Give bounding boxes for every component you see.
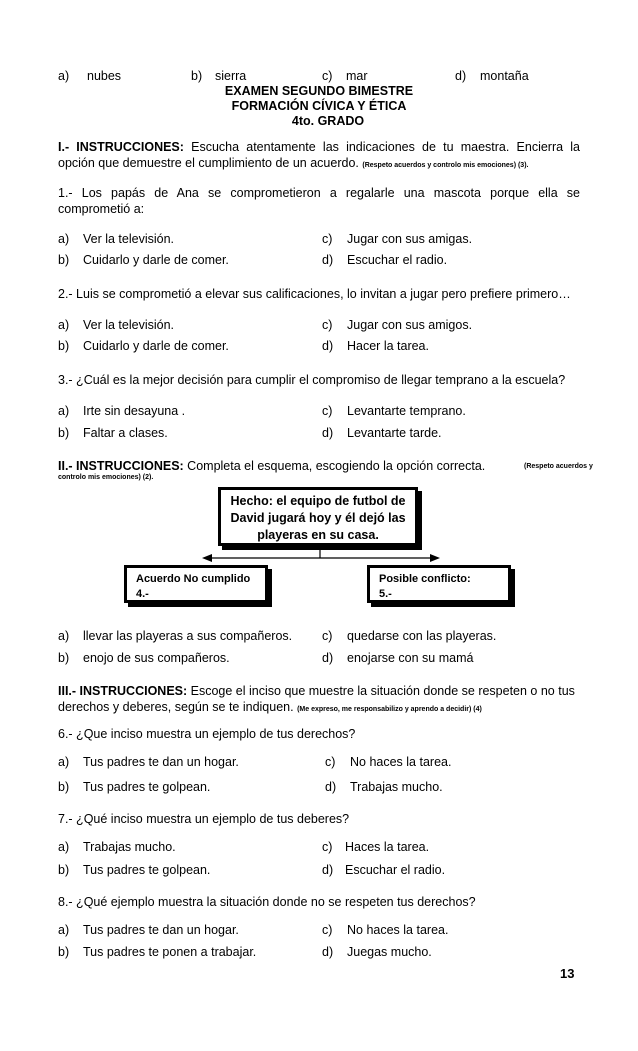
q6-line1: 6.- ¿Que inciso muestra un ejemplo de tus derechos? (58, 727, 356, 741)
conflicto-label: Posible conflicto: (379, 573, 471, 585)
q1-b-letter: b) (58, 253, 70, 267)
q7-line1: 7.- ¿Qué inciso muestra un ejemplo de tus deberes? (58, 812, 350, 826)
q1-b-text: Cuidarlo y darle de comer. (83, 253, 229, 267)
q8-b-text: Tus padres te ponen a trabajar. (83, 945, 257, 959)
q6-a-letter: a) (58, 755, 70, 769)
q3-c-text: Levantarte temprano. (347, 404, 466, 418)
q3-d-letter: d) (322, 426, 334, 440)
q45-d-letter: d) (322, 651, 334, 665)
q3-c-letter: c) (322, 404, 333, 418)
q8-c-text: No haces la tarea. (347, 923, 449, 937)
top-option-text-d: montaña (480, 69, 529, 83)
q2-b-letter: b) (58, 339, 70, 353)
q2-a-letter: a) (58, 318, 70, 332)
section3-text: Escoge el inciso que muestre la situación donde se respeten o no tus (187, 684, 575, 698)
q1-line2: comprometió a: (58, 202, 145, 216)
answer-4-label: 4.- (136, 588, 149, 600)
acuerdo-no-cumplido-box (124, 565, 268, 603)
hecho-line1: Hecho: el equipo de futbol de (230, 494, 406, 508)
q2-line1: 2.- Luis se comprometió a elevar sus calificaciones, lo invitan a jugar pero prefiere primero… (58, 287, 571, 301)
top-option-letter-d: d) (455, 69, 467, 83)
q6-b-text: Tus padres te golpean. (83, 780, 211, 794)
page-number: 13 (560, 966, 575, 981)
q45-a-letter: a) (58, 629, 70, 643)
hecho-box (218, 487, 418, 546)
q1-a-letter: a) (58, 232, 70, 246)
q2-b-text: Cuidarlo y darle de comer. (83, 339, 229, 353)
q7-d-text: Escuchar el radio. (345, 863, 446, 877)
q3-a-text: Irte sin desayuna . (83, 404, 186, 418)
q1-c-text: Jugar con sus amigas. (347, 232, 473, 246)
section1-note: (Respeto acuerdos y controlo mis emociones) (3). (362, 162, 529, 169)
q45-b-letter: b) (58, 651, 70, 665)
q6-d-letter: d) (325, 780, 337, 794)
q1-line1: 1.- Los papás de Ana se comprometieron a regalarle una mascota porque ella se (58, 186, 580, 200)
q6-b-letter: b) (58, 780, 70, 794)
q45-d-text: enojarse con su mamá (347, 651, 474, 665)
q8-c-letter: c) (322, 923, 333, 937)
top-option-letter-b: b) (191, 69, 203, 83)
q6-d-text: Trabajas mucho. (350, 780, 443, 794)
section1-text: Escucha atentamente las indicaciones de tu maestra. Encierra la (183, 140, 580, 154)
q2-c-letter: c) (322, 318, 333, 332)
q1-a-text: Ver la televisión. (83, 232, 175, 246)
q6-c-text: No haces la tarea. (350, 755, 452, 769)
acuerdo-label: Acuerdo No cumplido (136, 573, 251, 585)
q45-c-text: quedarse con las playeras. (347, 629, 497, 643)
q3-a-letter: a) (58, 404, 70, 418)
q3-line1: 3.- ¿Cuál es la mejor decisión para cumplir el compromiso de llegar temprano a la escuela? (58, 373, 566, 387)
section2-note2: controlo mis emociones) (2). (58, 474, 154, 481)
section2-note1: (Respeto acuerdos y (524, 463, 593, 470)
section3-note: (Me expreso, me responsabilizo y aprendo a decidir) (4) (297, 706, 482, 713)
q3-b-text: Faltar a clases. (83, 426, 168, 440)
posible-conflicto-box (367, 565, 511, 603)
top-option-letter-c: c) (322, 69, 333, 83)
top-option-text-b: sierra (215, 69, 247, 83)
q2-a-text: Ver la televisión. (83, 318, 175, 332)
q7-a-letter: a) (58, 840, 70, 854)
q8-a-letter: a) (58, 923, 70, 937)
q6-a-text: Tus padres te dan un hogar. (83, 755, 239, 769)
q3-d-text: Levantarte tarde. (347, 426, 442, 440)
section3-line1 (58, 684, 575, 698)
q45-a-text: llevar las playeras a sus compañeros. (83, 629, 293, 643)
q1-d-letter: d) (322, 253, 334, 267)
grade-title: 4to. GRADO (291, 114, 365, 128)
q6-c-letter: c) (325, 755, 336, 769)
q1-c-letter: c) (322, 232, 333, 246)
answer-5-label: 5.- (379, 588, 392, 600)
q7-b-letter: b) (58, 863, 70, 877)
q8-d-text: Juegas mucho. (347, 945, 432, 959)
top-option-text-c: mar (346, 69, 368, 83)
section2-text: Completa el esquema, escogiendo la opción correcta. (183, 459, 486, 473)
q8-b-letter: b) (58, 945, 70, 959)
hecho-line2: David jugará hoy y él dejó las (230, 511, 406, 525)
q45-b-text: enojo de sus compañeros. (83, 651, 230, 665)
top-option-text-a: nubes (87, 69, 122, 83)
q7-a-text: Trabajas mucho. (83, 840, 176, 854)
q7-d-letter: d) (322, 863, 334, 877)
section2-label: II.- INSTRUCCIONES: (58, 459, 184, 473)
top-option-letter-a: a) (58, 69, 70, 83)
hecho-line3: playeras en su casa. (257, 528, 379, 542)
q8-line1: 8.- ¿Qué ejemplo muestra la situación donde no se respeten tus derechos? (58, 895, 476, 909)
q8-a-text: Tus padres te dan un hogar. (83, 923, 239, 937)
subject-title: FORMACIÓN CÍVICA Y ÉTICA (231, 99, 407, 113)
q8-d-letter: d) (322, 945, 334, 959)
q7-c-text: Haces la tarea. (345, 840, 430, 854)
q7-b-text: Tus padres te golpean. (83, 863, 211, 877)
section1-text2: opción que demuestre el cumplimiento de un acuerdo. (58, 156, 359, 170)
exam-title: EXAMEN SEGUNDO BIMESTRE (224, 84, 414, 98)
q2-d-text: Hacer la tarea. (347, 339, 429, 353)
q7-c-letter: c) (322, 840, 333, 854)
section3-text2: derechos y deberes, según se te indiquen. (58, 700, 294, 714)
section1-label: I.- INSTRUCCIONES: (58, 140, 184, 154)
q3-b-letter: b) (58, 426, 70, 440)
q1-d-text: Escuchar el radio. (347, 253, 448, 267)
section3-label: III.- INSTRUCCIONES: (58, 684, 188, 698)
q2-d-letter: d) (322, 339, 334, 353)
q2-c-text: Jugar con sus amigos. (347, 318, 473, 332)
section3-line2 (58, 700, 482, 714)
q45-c-letter: c) (322, 629, 333, 643)
